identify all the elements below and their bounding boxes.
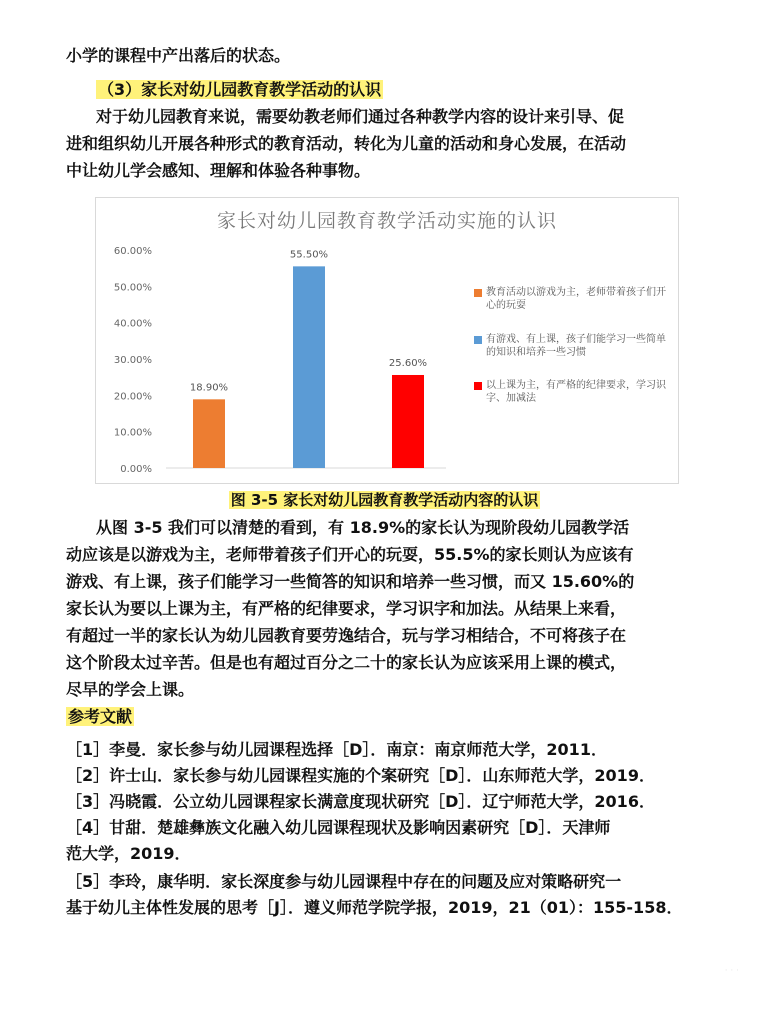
paragraph-line	[66, 791, 716, 813]
paragraph-line	[66, 739, 716, 761]
chart-title: 家长对幼儿园教育教学活动实施的认识	[216, 210, 557, 232]
heading: 参考文献	[68, 707, 133, 726]
bar	[392, 375, 424, 468]
legend-label: 以上课为主，有严格的纪律要求，学习识字、加减法	[486, 380, 666, 404]
paragraph-line	[96, 79, 746, 101]
bar-chart	[95, 197, 679, 484]
paragraph-line	[66, 598, 716, 620]
y-tick-label: 40.00%	[113, 318, 152, 330]
paragraph-line	[66, 897, 716, 919]
text: ［4］甘甜．楚雄彝族文化融入幼儿园课程现状及影响因素研究［D］．天津师	[66, 818, 611, 837]
text: 游戏、有上课，孩子们能学习一些简答的知识和培养一些习惯，而又 15.60%的	[66, 572, 635, 591]
paragraph-line	[96, 106, 746, 128]
bar-value-label: 25.60%	[388, 357, 428, 369]
watermark: · · ·	[724, 966, 739, 976]
legend-label: 有游戏、有上课，孩子们能学习一些简单的知识和培养一些习惯	[486, 334, 666, 358]
figure-caption: 图 3-5 家长对幼儿园教育教学活动内容的认识	[230, 491, 539, 509]
paragraph-line	[66, 160, 716, 182]
paragraph-line	[66, 133, 716, 155]
paragraph-line	[66, 45, 716, 67]
legend-swatch	[474, 382, 482, 390]
y-tick-label: 50.00%	[113, 282, 152, 294]
y-tick-label: 0.00%	[120, 464, 152, 475]
text: ［3］冯晓霞．公立幼儿园课程家长满意度现状研究［D］．辽宁师范大学，2016．	[66, 792, 655, 811]
text: 动应该是以游戏为主，老师带着孩子们开心的玩耍，55.5%的家长则认为应该有	[66, 545, 634, 564]
paragraph-line	[66, 817, 716, 839]
legend-label: 教育活动以游戏为主，老师带着孩子们开心的玩耍	[486, 287, 666, 311]
legend-swatch	[474, 289, 482, 297]
paragraph-line	[66, 571, 716, 593]
text: ［2］许士山．家长参与幼儿园课程实施的个案研究［D］．山东师范大学，2019．	[66, 766, 655, 785]
paragraph-line	[66, 871, 716, 893]
paragraph-line	[66, 652, 716, 674]
legend-swatch	[474, 336, 482, 344]
text: ［5］李玲，康华明．家长深度参与幼儿园课程中存在的问题及应对策略研究一	[66, 872, 622, 891]
y-tick-label: 60.00%	[113, 246, 152, 257]
text: ［1］李曼．家长参与幼儿园课程选择［D］．南京：南京师范大学，2011．	[66, 740, 607, 759]
y-tick-label: 20.00%	[113, 391, 152, 403]
bar-value-label: 18.90%	[189, 382, 229, 394]
text: 基于幼儿主体性发展的思考［J］．遵义师范学院学报，2019，21（01）：155-158．	[66, 898, 683, 917]
text: 这个阶段太过辛苦。但是也有超过百分之二十的家长认为应该采用上课的模式，	[66, 653, 627, 672]
bar	[193, 399, 225, 468]
paragraph-line	[66, 544, 716, 566]
paragraph-line	[96, 517, 746, 539]
bar-value-label: 55.50%	[289, 249, 329, 261]
heading: （3）家长对幼儿园教育教学活动的认识	[98, 80, 382, 99]
y-tick-label: 10.00%	[113, 427, 152, 439]
paragraph-line	[66, 679, 716, 701]
text: 对于幼儿园教育来说，需要幼教老师们通过各种教学内容的设计来引导、促	[96, 107, 625, 126]
text: 家长认为要以上课为主，有严格的纪律要求，学习识字和加法。从结果上来看，	[66, 599, 627, 618]
paragraph-line	[66, 706, 716, 728]
text: 范大学，2019．	[66, 844, 191, 863]
paragraph-line	[66, 765, 716, 787]
text: 进和组织幼儿开展各种形式的教育活动，转化为儿童的活动和身心发展，在活动	[66, 134, 627, 153]
text: 尽早的学会上课。	[66, 680, 195, 699]
paragraph-line	[66, 843, 716, 865]
y-tick-label: 30.00%	[113, 355, 152, 366]
bar	[293, 266, 325, 468]
text: 有超过一半的家长认为幼儿园教育要劳逸结合，玩与学习相结合，不可将孩子在	[66, 626, 627, 645]
text: 小学的课程中产出落后的状态。	[66, 46, 291, 65]
text: 中让幼儿学会感知、理解和体验各种事物。	[66, 161, 371, 180]
paragraph-line	[66, 625, 716, 647]
text: 从图 3-5 我们可以清楚的看到，有 18.9%的家长认为现阶段幼儿园教学活	[96, 518, 630, 537]
